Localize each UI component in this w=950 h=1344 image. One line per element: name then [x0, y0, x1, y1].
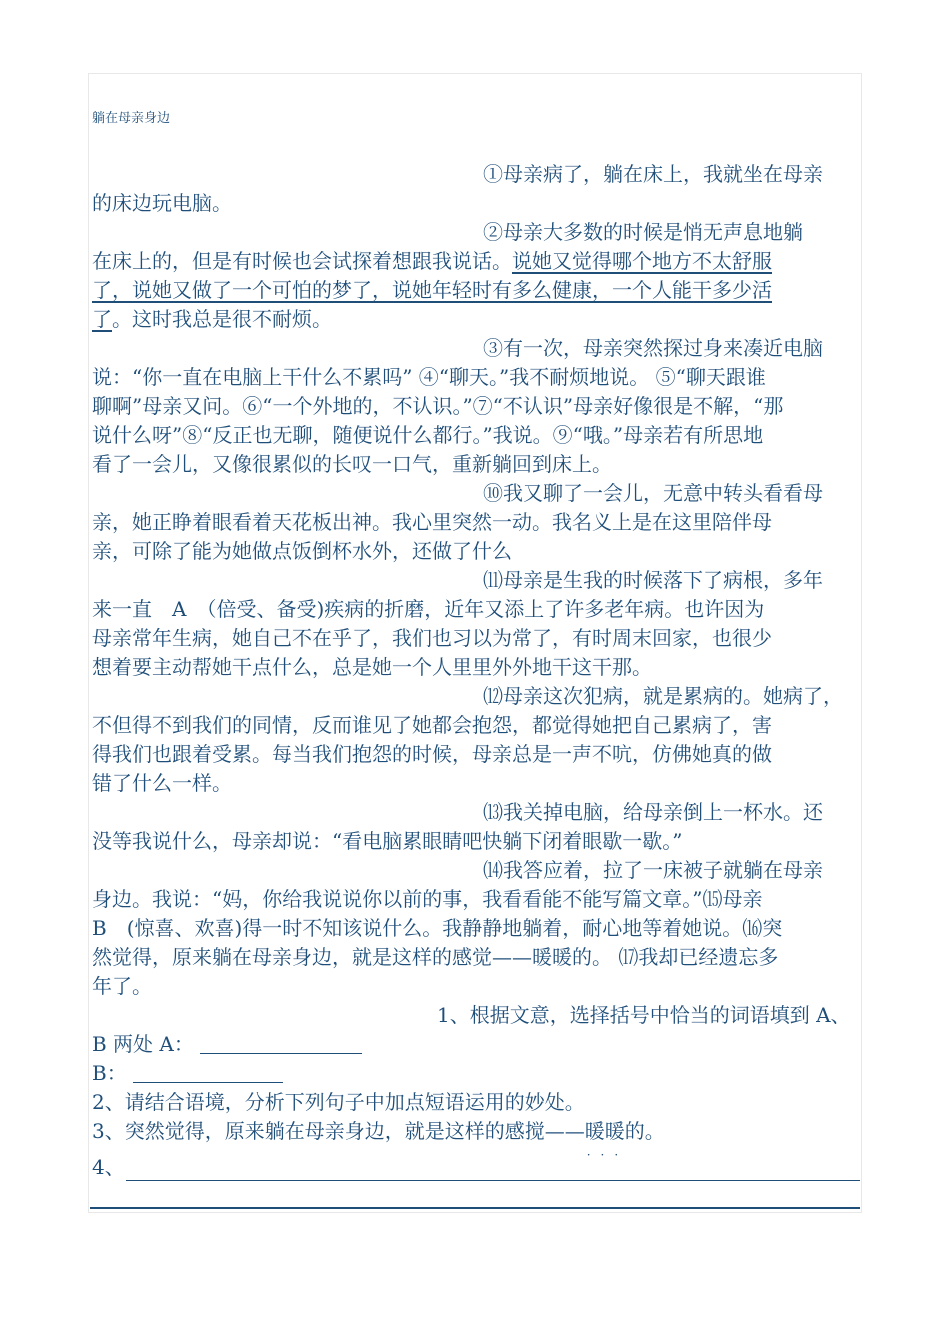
answer-blank-a[interactable] — [200, 1033, 362, 1054]
paragraph-5: ⑾母亲是生我的时候落下了病根，多年 来一直 A （倍受、备受)疾病的折磨，近年又添上了许多老年病。也许因为 母亲常年生病，她自己不在乎了，我们也习以为常了，有时周末回家，也很少 想着要主动帮她干点什么，总是她一个人里里外外地干这干那。 — [92, 568, 823, 679]
answer-line-4[interactable] — [126, 1180, 860, 1181]
paragraph-4: ⑩我又聊了一会儿，无意中转头看看母 亲，她正睁着眼看着天花板出神。我心里突然一动。我名义上是在这里陪伴母 亲，可除了能为她做点饭倒杯水外，还做了什么 — [92, 481, 823, 563]
emphasis-dots: ··· — [586, 1148, 629, 1162]
question-2: 2、请结合语境，分析下列句子中加点短语运用的妙处。 — [92, 1090, 585, 1114]
question-3: 3、突然觉得，原来躺在母亲身边，就是这样的感搅——暖暖的 ··· 。 — [92, 1117, 665, 1146]
paragraph-1: ①母亲病了，躺在床上，我就坐在母亲 的床边玩电脑。 — [92, 162, 823, 215]
question-1-line-1: 1、根据文意，选择括号中恰当的词语填到 A、 — [437, 1003, 851, 1027]
underlined-sentence: 说她又觉得哪个地方不太舒服 — [512, 249, 772, 273]
underlined-sentence: 了 — [92, 307, 112, 331]
question-1-line-2: B 两处 A： — [92, 1030, 362, 1059]
paragraph-7: ⒀我关掉电脑，给母亲倒上一杯水。还 没等我说什么，母亲却说：“看电脑累眼睛吧快躺下闭着眼歇一歇。” — [92, 800, 823, 853]
paragraph-8: ⒁我答应着，拉了一床被子就躺在母亲 身边。我说：“妈，你给我说说你以前的事，我看看能不能写篇文章。”⒂母亲 B (惊喜、欢喜)得一时不知该说什么。我静静地躺着，耐心地等着她说。⒃突 然觉得，原来躺在母亲身边，就是这样的感觉——暖暖的。 ⒄我却已经遗忘多 年了。 — [92, 858, 823, 998]
underlined-sentence: 了，说她又做了一个可怕的梦了，说她年轻时有多么健康，一个人能干多少活 — [92, 278, 772, 302]
question-1-line-3: B： — [92, 1059, 283, 1088]
question-4: 4、 — [92, 1155, 125, 1179]
paragraph-3: ③有一次，母亲突然探过身来凑近电脑 说：“你一直在电脑上干什么不累吗” ④“聊天。”我不耐烦地说。 ⑤“聊天跟谁 聊啊”母亲又问。⑥“一个外地的，不认识。”⑦“不认识”母亲好像很是不解，“那 说什么呀”⑧“反正也无聊，随便说什么都行。”我说。⑨“哦。”母亲若有所思地 看了一会儿，又像很累似的长叹一口气，重新躺回到床上。 — [92, 336, 823, 476]
answer-blank-b[interactable] — [133, 1062, 283, 1083]
dotted-phrase: 暖暖的 ··· — [585, 1119, 645, 1143]
document-title: 躺在母亲身边 — [92, 111, 171, 126]
paragraph-2: ②母亲大多数的时候是悄无声息地躺 在床上的，但是有时候也会试探着想跟我说话。说她又觉得哪个地方不太舒服 了，说她又做了一个可怕的梦了，说她年轻时有多么健康，一个人能干多少活 了。这时我总是很不耐烦。 — [92, 220, 803, 331]
bottom-divider — [90, 1207, 860, 1209]
paragraph-6: ⑿母亲这次犯病，就是累病的。她病了， 不但得不到我们的同情，反而谁见了她都会抱怨，都觉得她把自己累病了，害 得我们也跟着受累。每当我们抱怨的时候，母亲总是一声不吭，仿佛她真的做 错了什么一样。 — [92, 684, 843, 795]
